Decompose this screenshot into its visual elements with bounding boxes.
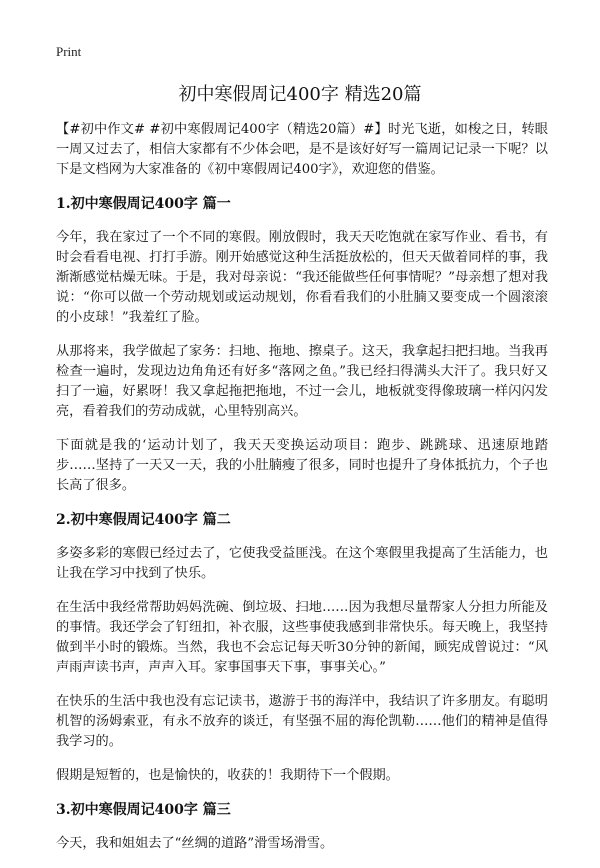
section-1-paragraph-3: 下面就是我的‘运动计划了，我天天变换运动项目：跑步、跳跳球、迅速原地踏步……坚持了一天又一天，我的小肚腩瘦了很多，同时也提升了身体抵抗力，个子也长高了很多。 <box>56 438 548 493</box>
intro-paragraph: 【#初中作文# #初中寒假周记400字（精选20篇）#】时光飞逝，如梭之日，转眼一周又过去了，相信大家都有不少体会吧，是不是该好好写一篇周记记录一下呢？以下是文档网为大家准备的《初中寒假周记400字》，欢迎您的借鉴。 <box>56 122 548 177</box>
page-title: 初中寒假周记400字 精选20篇 <box>178 84 422 105</box>
section-2-paragraph-3: 在快乐的生活中我也没有忘记读书，遨游于书的海洋中，我结识了许多朋友。有聪明机智的汤姆索亚，有永不放弃的谈迁，有坚强不屈的海伦凯勒……他们的精神是值得我学习的。 <box>56 694 548 749</box>
section-3-paragraph-1: 今天，我和姐姐去了“丝绸的道路”滑雪场滑雪。 <box>56 836 334 851</box>
article-body <box>56 120 548 868</box>
section-2-paragraph-2: 在生活中我经常帮助妈妈洗碗、倒垃圾、扫地……因为我想尽量帮家人分担力所能及的事情。我还学会了钉纽扣，补衣服，这些事使我感到非常快乐。每天晚上，我坚持做到半小时的锻炼。当然，我也不会忘记每天听30分钟的新闻，顾宪成曾说过：“风声雨声读书声，声声入耳。家事国事天下事，事事关心。” <box>56 600 548 675</box>
print-link[interactable]: Print <box>56 44 82 59</box>
section-1-paragraph-1: 今年，我在家过了一个不同的寒假。刚放假时，我天天吃饱就在家写作业、看书，有时会看看电视、打打手游。刚开始感觉这种生活挺放松的，但天天做着同样的事，我渐渐感觉枯燥无味。于是，我对母亲说：“我还能做些任何事情呢？”母亲想了想对我说：“你可以做一个劳动规划或运动规划，你看看我们的小肚腩又要变成一个圆滚滚的小皮球！”我羞红了脸。 <box>56 230 548 325</box>
section-2-paragraph-1: 多姿多彩的寒假已经过去了，它使我受益匪浅。在这个寒假里我提高了生活能力，也让我在学习中找到了快乐。 <box>56 546 548 581</box>
section-1-paragraph-2: 从那将来，我学做起了家务：扫地、拖地、擦桌子。这天，我拿起扫把扫地。当我再检查一遍时，发现边边角角还有好多“落网之鱼。”我已经扫得满头大汗了。我只好又扫了一遍，好累呀！我又拿起拖把拖地，不过一会儿，地板就变得像玻璃一样闪闪发亮，看着我们的劳动成就，心里特别高兴。 <box>56 344 548 419</box>
section-heading-3: 3.初中寒假周记400字 篇三 <box>56 802 231 818</box>
section-heading-1: 1.初中寒假周记400字 篇一 <box>56 196 231 212</box>
section-2-paragraph-4: 假期是短暂的，也是愉快的，收获的！我期待下一个假期。 <box>56 768 399 783</box>
section-heading-2: 2.初中寒假周记400字 篇二 <box>56 512 231 528</box>
